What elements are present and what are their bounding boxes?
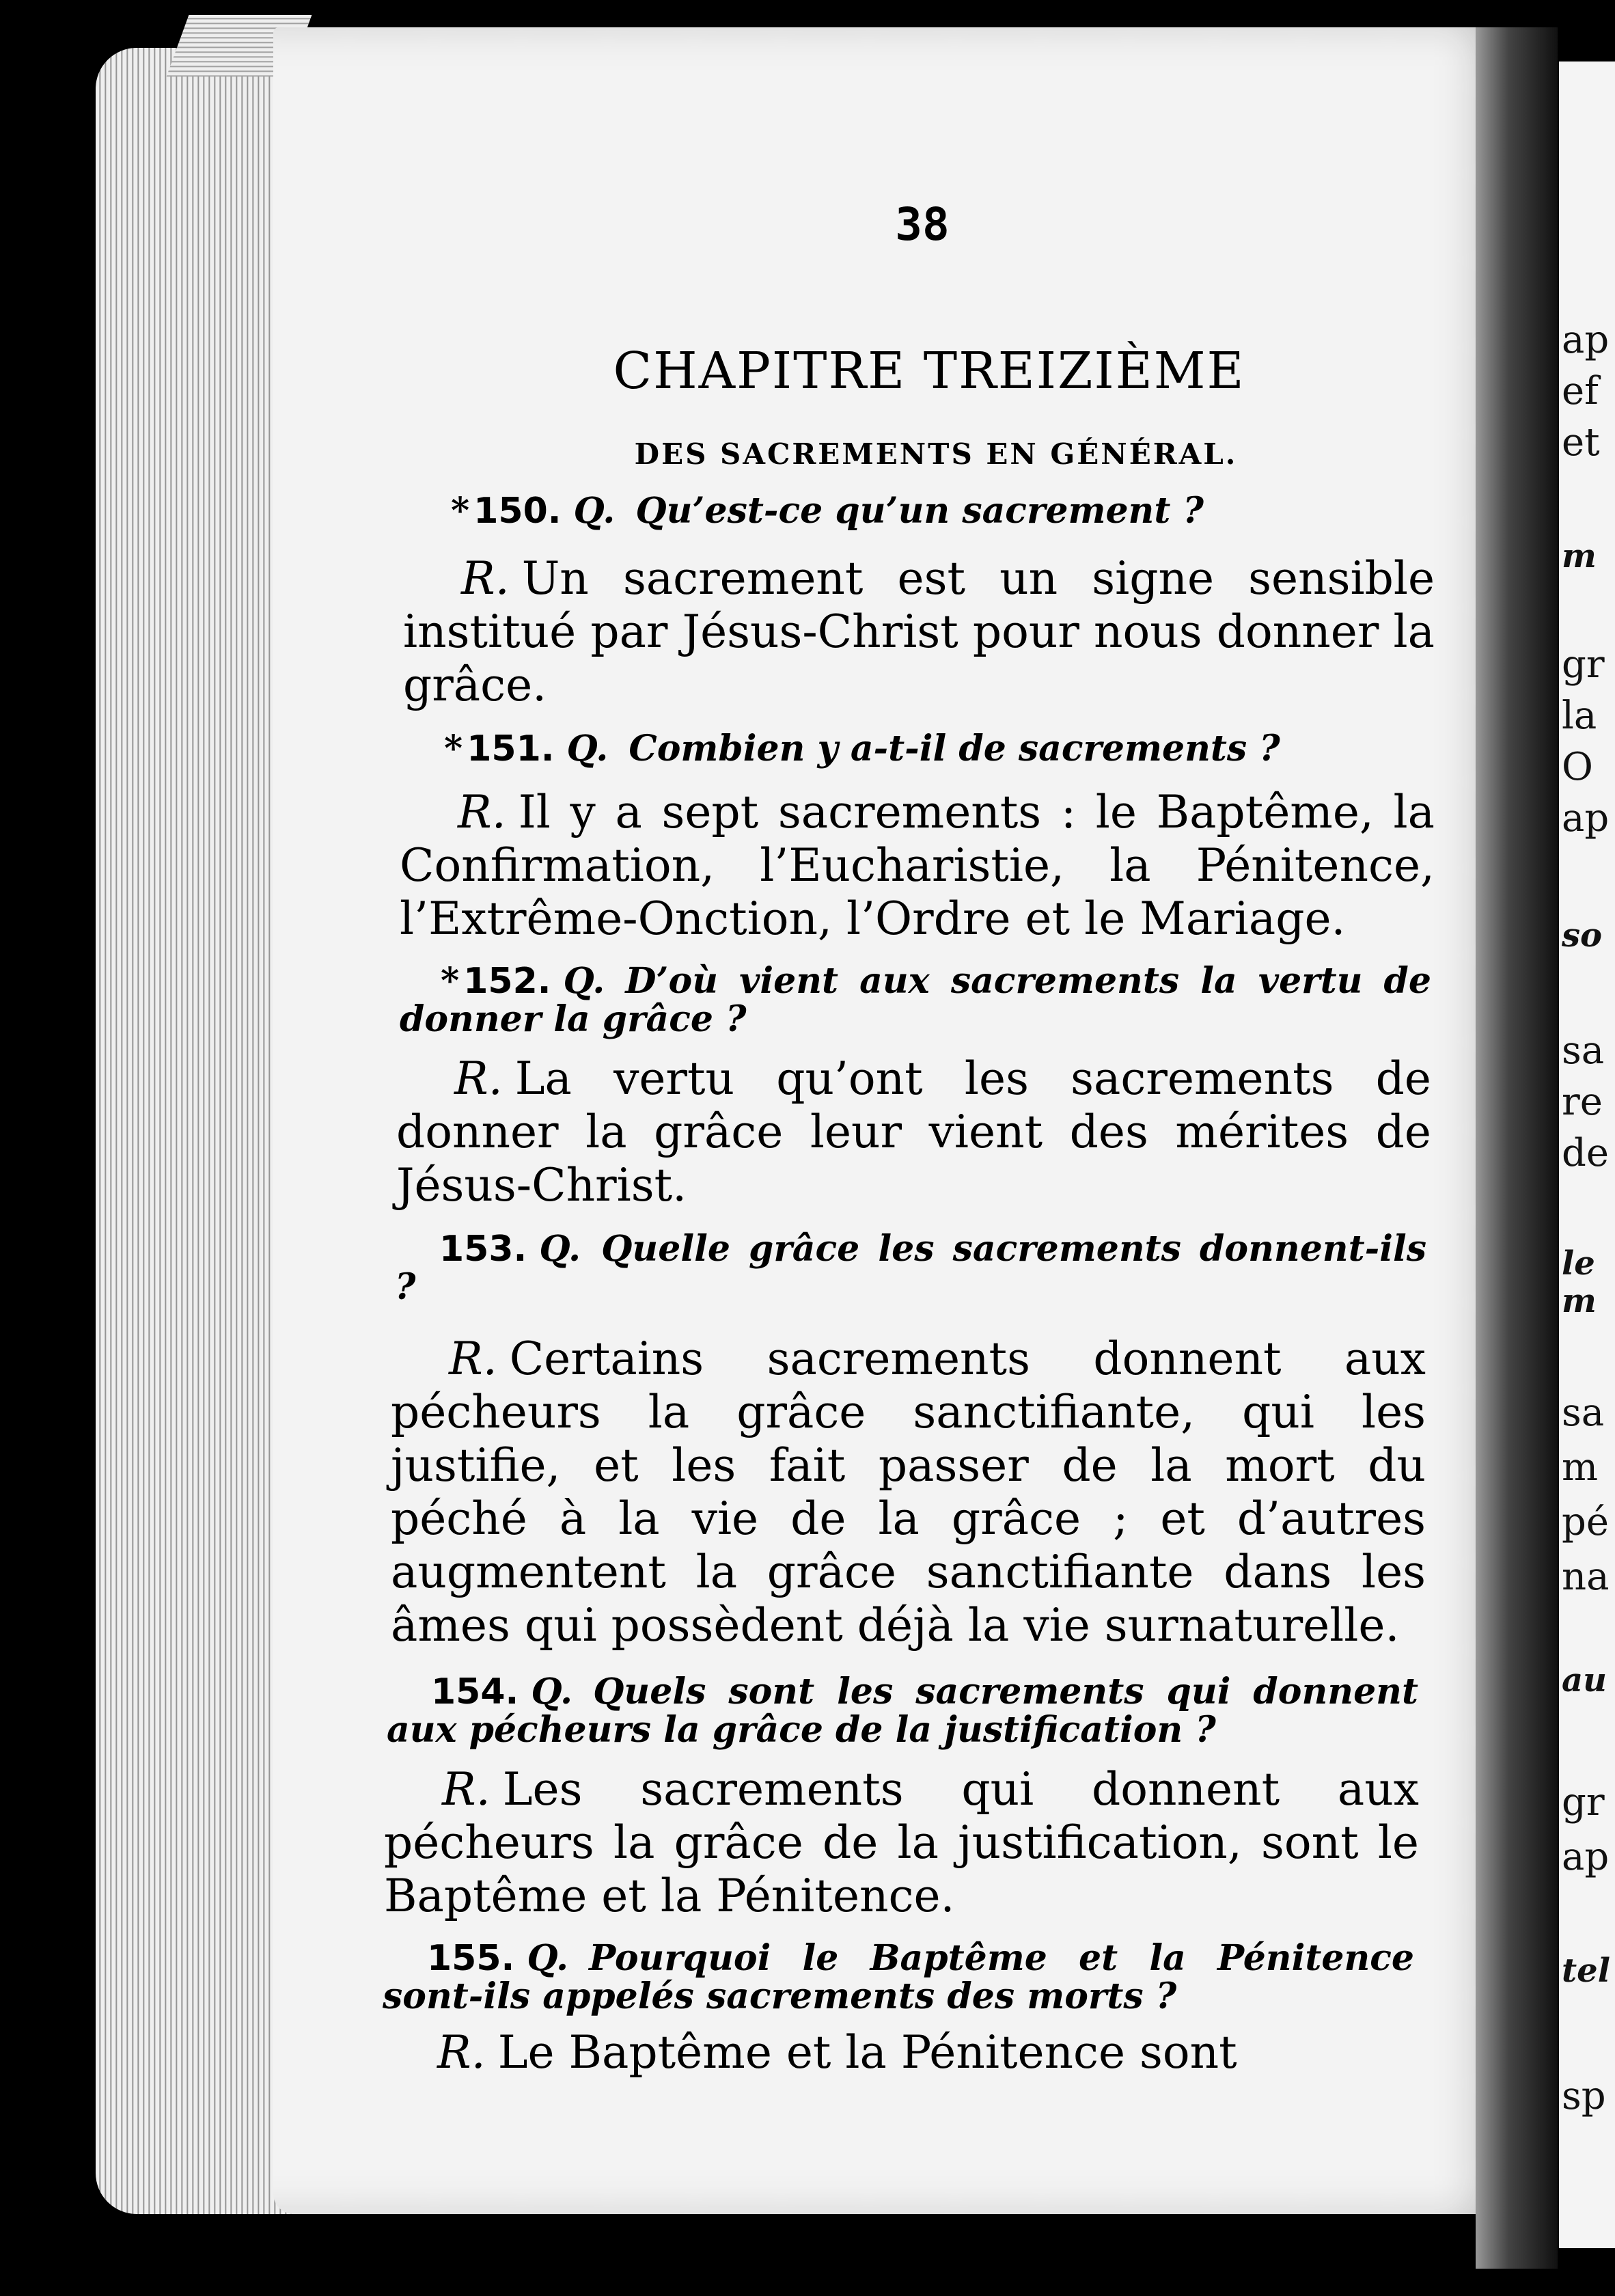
answer-text: Un sacrement est un signe sensible institué par Jésus-Christ pour nous donner la grâce. [403, 552, 1435, 711]
answer-text: Les sacrements qui donnent aux pécheurs la grâce de la justification, sont le Baptême et la Pénitence. [384, 1763, 1419, 1922]
chapter-subtitle: DES SACREMENTS EN GÉNÉRAL. [634, 437, 1238, 471]
facing-page-fragment: et [1562, 420, 1600, 465]
answer-paragraph [400, 786, 1435, 946]
facing-page [1559, 62, 1615, 2248]
star-marker: * [441, 960, 460, 1002]
facing-page-fragment: re [1562, 1080, 1603, 1124]
facing-page-fragment: ap [1562, 1835, 1610, 1879]
question-number: 153. [439, 1229, 527, 1270]
answer-text: La vertu qu’ont les sacrements de donner la grâce leur vient des mérites de Jésus-Christ. [396, 1052, 1431, 1212]
question-number: 152. [463, 961, 551, 1002]
question-label: Q. [563, 960, 605, 1002]
facing-page-fragment: au [1562, 1661, 1607, 1699]
facing-page-fragment: O [1562, 745, 1593, 789]
question-text: Quels sont les sacrements qui donnent aux pécheurs la grâce de la justification ? [387, 1671, 1418, 1751]
facing-page-fragment: sa [1562, 1028, 1605, 1073]
facing-page-fragment: na [1562, 1555, 1610, 1599]
question-line [387, 1673, 1418, 1749]
facing-page-fragment: de [1562, 1131, 1609, 1175]
chapter-title: CHAPITRE TREIZIÈME [613, 342, 1245, 400]
answer-paragraph [384, 1763, 1419, 1923]
question-label: Q. [566, 728, 609, 769]
facing-page-fragment: m [1562, 1445, 1599, 1490]
question-number: 155. [427, 1938, 515, 1979]
answer-label: R. [437, 2026, 486, 2079]
answer-label: R. [454, 1052, 503, 1105]
question-line [451, 492, 1380, 530]
question-line [395, 1230, 1426, 1307]
answer-label: R. [461, 552, 510, 605]
answer-text: Le Baptême et la Pénitence sont [497, 2026, 1237, 2079]
question-line [444, 730, 1435, 768]
question-label: Q. [539, 1228, 581, 1270]
answer-label: R. [449, 1332, 497, 1385]
answer-paragraph [391, 1332, 1426, 1652]
facing-page-fragment: la [1562, 694, 1597, 738]
book-page-edges [96, 48, 294, 2214]
facing-page-fragment: ef [1562, 369, 1599, 413]
question-number: 154. [431, 1671, 519, 1712]
question-text: Combien y a-t-il de sacrements ? [629, 728, 1280, 769]
answer-paragraph [403, 552, 1435, 712]
star-marker: * [451, 490, 470, 532]
facing-page-fragment: sp [1562, 2074, 1606, 2118]
answer-label: R. [458, 786, 506, 838]
book-gutter [1476, 27, 1558, 2269]
facing-page-fragment: gr [1562, 642, 1605, 687]
facing-page-fragment: pé [1562, 1500, 1609, 1544]
question-label: Q. [527, 1937, 569, 1979]
facing-page-fragment: le [1562, 1244, 1595, 1283]
facing-page-fragment: ap [1562, 796, 1610, 840]
facing-page-fragment: so [1562, 916, 1603, 955]
question-label: Q. [531, 1671, 573, 1712]
star-marker: * [444, 728, 463, 769]
question-number: 150. [473, 491, 562, 532]
question-text: D’où vient aux sacrements la vertu de donner la grâce ? [400, 960, 1431, 1040]
question-text: Pourquoi le Baptême et la Pénitence sont-ils appelés sacrements des morts ? [383, 1937, 1414, 2017]
question-text: Qu’est-ce qu’un sacrement ? [635, 490, 1204, 532]
question-label: Q. [573, 490, 616, 532]
question-number: 151. [467, 728, 555, 769]
answer-paragraph [379, 2026, 1411, 2079]
facing-page-fragment: gr [1562, 1780, 1605, 1824]
answer-text: Certains sacrements donnent aux pécheurs la grâce sanctifiante, qui les justifie, et les fait passer de la mort du péché à la vie de la grâce ; et d’autres augmentent la grâce sanctifiante dans les âmes qui possèdent déjà la vie surnaturelle. [391, 1332, 1426, 1652]
question-text: Quelle grâce les sacrements donnent-ils ? [395, 1228, 1426, 1308]
facing-page-fragment: sa [1562, 1391, 1605, 1435]
facing-page-fragment: tel [1562, 1952, 1610, 1990]
answer-label: R. [442, 1763, 491, 1816]
facing-page-fragment: m [1562, 537, 1597, 575]
answer-paragraph [396, 1052, 1431, 1212]
question-line [400, 962, 1431, 1039]
question-line [383, 1939, 1414, 2016]
facing-page-fragment: ap [1562, 318, 1610, 362]
answer-text: Il y a sept sacrements : le Baptême, la Confirmation, l’Eucharistie, la Pénitence, l’Extrême-Onction, l’Ordre et le Mariage. [400, 786, 1435, 945]
facing-page-fragment: m [1562, 1282, 1597, 1320]
page-number: 38 [895, 198, 950, 251]
